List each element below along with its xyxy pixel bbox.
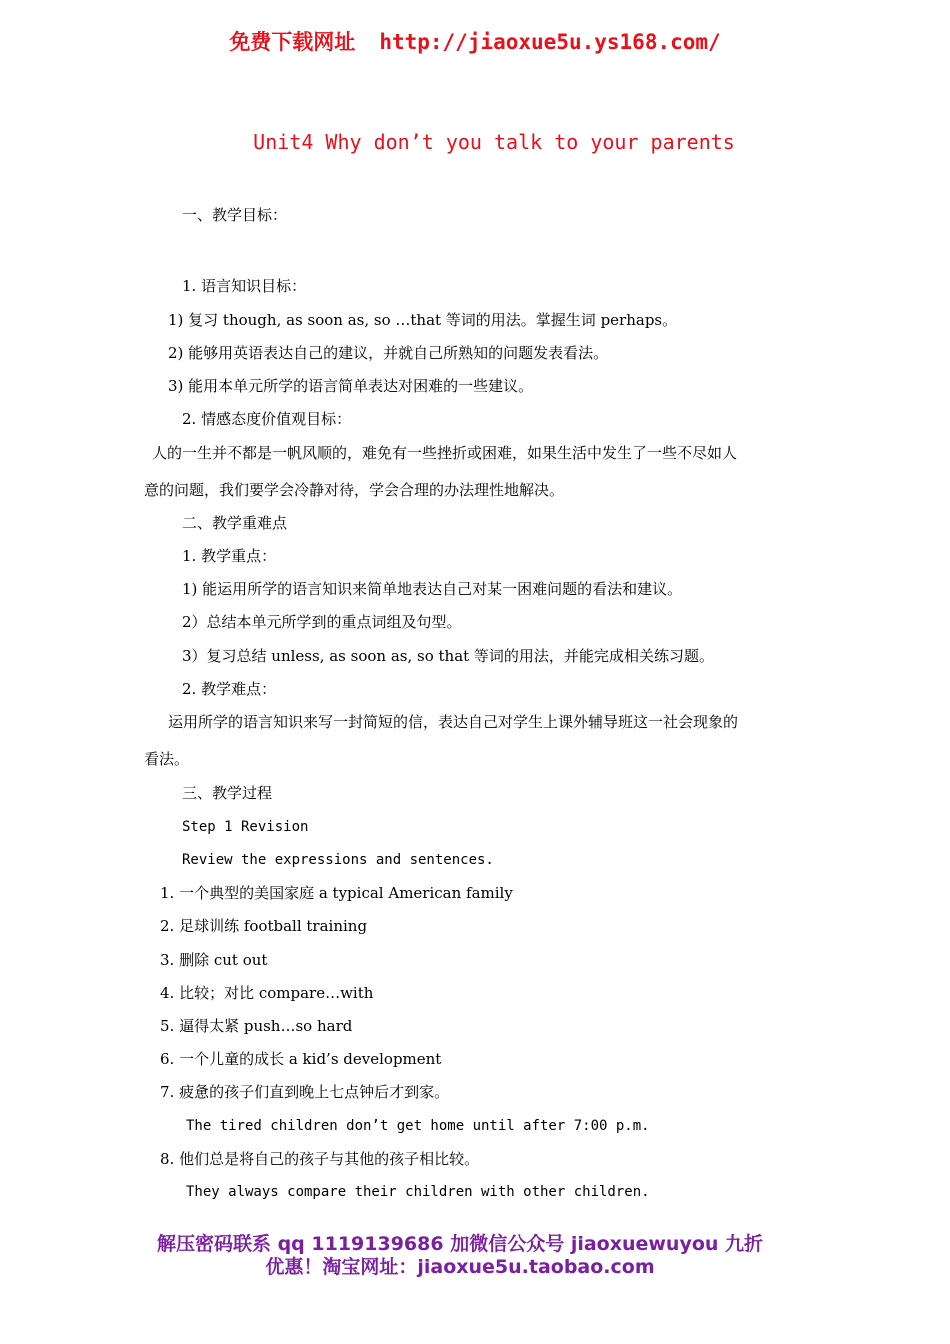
subheading-emotion: 2. 情感态度价值观目标： — [182, 410, 352, 428]
header-label: 免费下载网址 — [229, 30, 356, 54]
subheading-difficulty: 2. 教学难点： — [182, 680, 277, 698]
list-item-translation: They always compare their children with other children. — [186, 1184, 650, 1200]
text-line: 2) 能够用英语表达自己的建议，并就自己所熟知的问题发表看法。 — [168, 344, 609, 362]
footer-line-2[interactable]: 优惠！淘宝网址：jiaoxue5u.taobao.com — [265, 1256, 655, 1278]
document-title: Unit4 Why don’t you talk to your parents — [253, 130, 735, 154]
text-line: 3) 能用本单元所学的语言简单表达对困难的一些建议。 — [168, 377, 534, 395]
text-line: 运用所学的语言知识来写一封简短的信，表达自己对学生上课外辅导班这一社会现象的 — [168, 713, 739, 731]
list-item: 2. 足球训练 football training — [160, 917, 368, 935]
list-item-translation: The tired children don’t get home until after 7:00 p.m. — [186, 1118, 650, 1134]
list-item: 3. 删除 cut out — [160, 951, 268, 969]
text-line: 看法。 — [144, 750, 190, 768]
subheading-focus: 1. 教学重点： — [182, 547, 277, 565]
section-heading-objectives: 一、教学目标： — [182, 206, 288, 224]
step-heading: Step 1 Revision — [182, 819, 309, 835]
list-item: 4. 比较；对比 compare…with — [160, 984, 374, 1002]
text-line: 1) 复习 though, as soon as, so …that 等词的用法。掌握生词 perhaps。 — [168, 311, 678, 329]
list-item: 5. 逼得太紧 push…so hard — [160, 1017, 353, 1035]
header-banner — [0, 26, 950, 56]
section-heading-process: 三、教学过程 — [182, 784, 273, 802]
section-heading-keypoints: 二、教学重难点 — [182, 514, 288, 532]
text-line: Review the expressions and sentences. — [182, 852, 494, 868]
text-line: 1) 能运用所学的语言知识来简单地表达自己对某一困难问题的看法和建议。 — [182, 580, 683, 598]
text-line: 2）总结本单元所学到的重点词组及句型。 — [182, 613, 462, 631]
subheading-knowledge: 1. 语言知识目标： — [182, 277, 307, 295]
text-line: 意的问题，我们要学会冷静对待，学会合理的办法理性地解决。 — [144, 481, 565, 499]
footer-line-1: 解压密码联系 qq 1119139686 加微信公众号 jiaoxuewuyou 九折 — [156, 1233, 764, 1255]
header-url-link[interactable]: http://jiaoxue5u.ys168.com/ — [379, 30, 721, 54]
text-line: 人的一生并不都是一帆风顺的，难免有一些挫折或困难，如果生活中发生了一些不尽如人 — [152, 444, 738, 462]
list-item: 1. 一个典型的美国家庭 a typical American family — [160, 884, 513, 902]
list-item: 6. 一个儿童的成长 a kid’s development — [160, 1050, 442, 1068]
list-item: 8. 他们总是将自己的孩子与其他的孩子相比较。 — [160, 1150, 480, 1168]
text-line: 3）复习总结 unless, as soon as, so that 等词的用法，并能完成相关练习题。 — [182, 647, 714, 665]
list-item: 7. 疲惫的孩子们直到晚上七点钟后才到家。 — [160, 1083, 450, 1101]
